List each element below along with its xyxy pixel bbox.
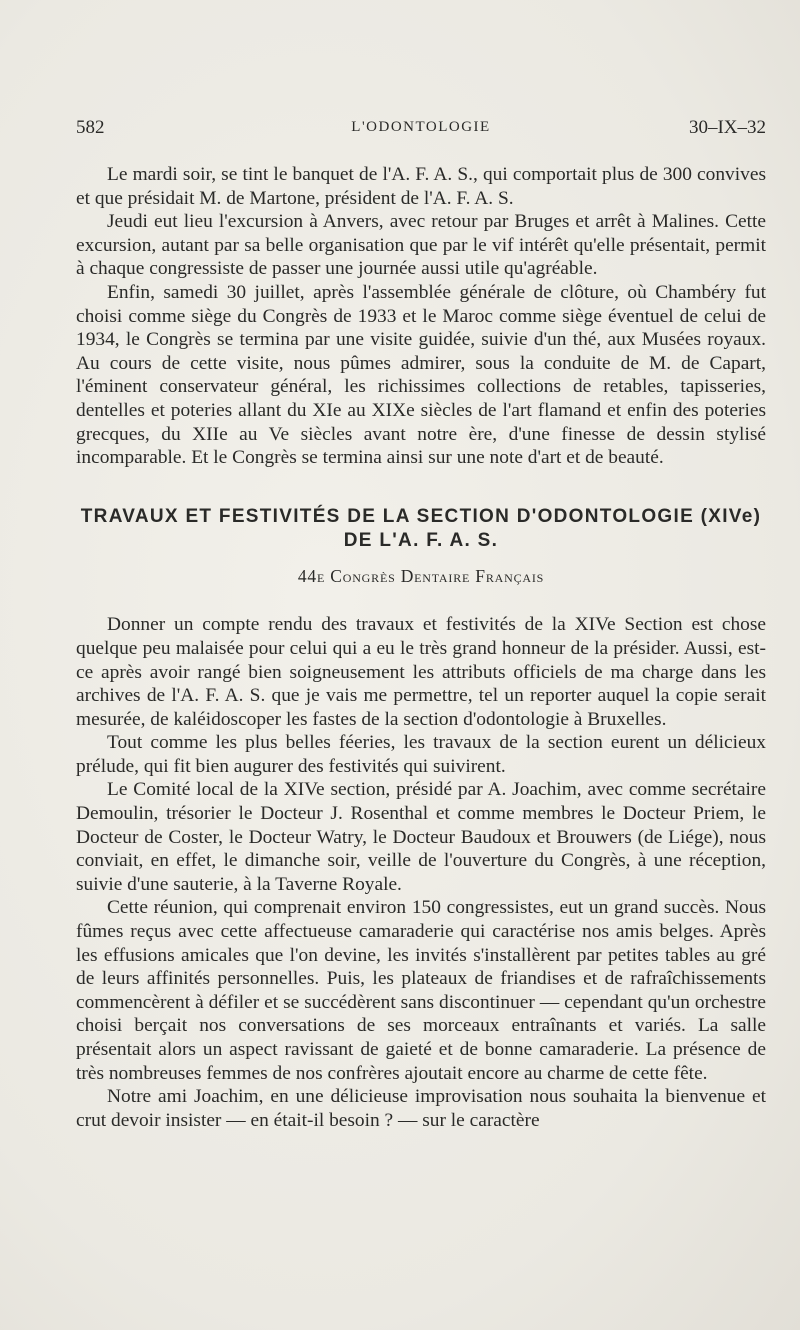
paragraph: Le mardi soir, se tint le banquet de l'A. F. A. S., qui comportait plus de 300 convives et que présidait M. de Martone, président de l'A. F. A. S. bbox=[76, 164, 766, 209]
page-body bbox=[76, 163, 766, 1132]
journal-title: L'ODONTOLOGIE bbox=[351, 119, 491, 135]
page-number: 582 bbox=[76, 117, 105, 138]
paragraph: Notre ami Joachim, en une délicieuse improvisation nous souhaita la bienvenue et crut devoir insister — en était-il besoin ? — sur le caractère bbox=[76, 1086, 766, 1131]
issue-date: 30–IX–32 bbox=[688, 117, 766, 138]
paragraph: Donner un compte rendu des travaux et festivités de la XIVe Section est chose quelque peu malaisée pour celui qui a eu le très grand honneur de la présider. Aussi, est-ce après avoir rangé bien soigneusement les attributs officiels de ma charge dans les archives de l'A. F. A. S. que je vais me permettre, tel un reporter auquel la copie serait mesurée, de kaléidoscoper les fastes de la section d'odontologie à Bruxelles. bbox=[76, 614, 766, 730]
section-subtitle: 44e Congrès Dentaire Français bbox=[297, 565, 545, 586]
paragraph: Le Comité local de la XIVe section, présidé par A. Joachim, avec comme secrétaire Demoulin, trésorier le Docteur J. Rosenthal et comme membres le Docteur Priem, le Docteur de Coster, le Docteur Watry, le Docteur Baudoux et Brouwers (de Liége), nous conviait, en effet, le dimanche soir, veille de l'ouverture du Congrès, à une réception, suivie d'une sauterie, à la Taverne Royale. bbox=[76, 779, 766, 895]
running-header bbox=[76, 117, 766, 141]
paragraph: Enfin, samedi 30 juillet, après l'assemblée générale de clôture, où Chambéry fut choisi comme siège du Congrès de 1933 et le Maroc comme siège éventuel de celui de 1934, le Congrès se termina par une visite guidée, suivie d'un thé, aux Musées royaux. Au cours de cette visite, nous pûmes admirer, sous la conduite de M. de Capart, l'éminent conservateur général, les richissimes collections de retables, tapisseries, dentelles et poteries allant du XIe au XIXe siècles de l'art flamand et enfin des poteries grecques, du XIIe au Ve siècles avant notre ère, d'une finesse de dessin stylisé incomparable. Et le Congrès se termina ainsi sur une note d'art et de beauté. bbox=[76, 281, 766, 469]
paragraph: Tout comme les plus belles féeries, les travaux de la section eurent un délicieux prélude, qui fit bien augurer des festivités qui suivirent. bbox=[76, 732, 766, 777]
paragraph: Cette réunion, qui comprenait environ 150 congressistes, eut un grand succès. Nous fûmes reçus avec cette affectueuse camaraderie qui caractérise nos amis belges. Après les effusions amicales que l'on devine, les invités s'installèrent par petites tables au gré de leurs affinités personnelles. Puis, les plateaux de friandises et de rafraîchissements commencèrent à défiler et se succédèrent sans discontinuer — cependant qu'un orchestre choisi berçait nos conversations de ses morceaux entraînants et variés. La salle présentait alors un aspect ravissant de gaieté et de bonne camaraderie. La présence de très nombreuses femmes de nos confrères ajoutait encore au charme de cette fête. bbox=[76, 897, 766, 1084]
section-heading: TRAVAUX ET FESTIVITÉS DE LA SECTION D'ODONTOLOGIE (XIVe) DE L'A. F. A. S. bbox=[80, 505, 762, 551]
paragraph: Jeudi eut lieu l'excursion à Anvers, avec retour par Bruges et arrêt à Malines. Cette excursion, autant par sa belle organisation que par le vif intérêt qu'elle présentait, permit à chaque congressiste de passer une journée aussi utile qu'agréable. bbox=[76, 211, 766, 280]
